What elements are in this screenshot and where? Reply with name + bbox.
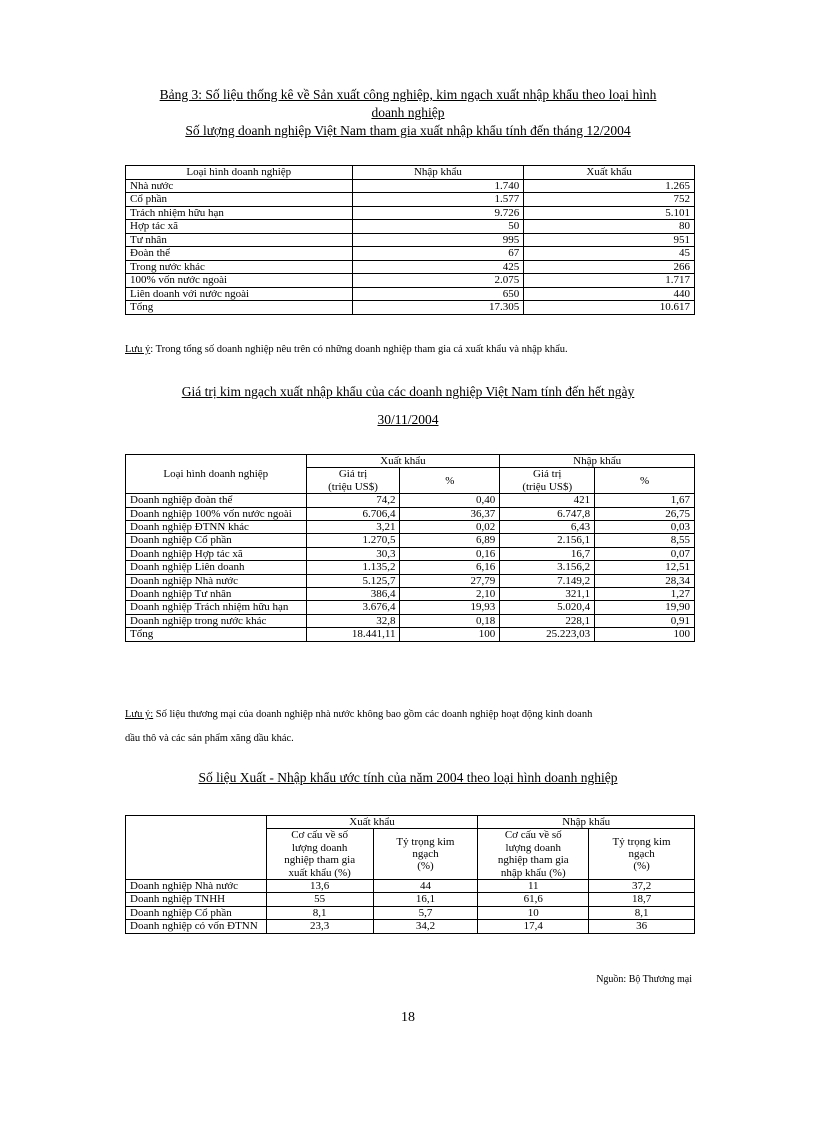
export-percent: 19,93	[400, 601, 500, 614]
row-label: Doanh nghiệp Hợp tác xã	[126, 547, 307, 560]
table-header-row	[126, 816, 695, 829]
enterprise-count-table	[125, 165, 695, 315]
note-label: Lưu ý:	[125, 709, 154, 720]
header-export-count: Cơ cấu về số lượng doanh nghiệp tham gia xuất khẩu (%)	[266, 829, 373, 880]
table-total-row	[126, 628, 695, 641]
import-value: 6,43	[500, 521, 595, 534]
estimate-2004-table	[125, 815, 695, 934]
page-number: 18	[401, 1010, 415, 1025]
row-label: Doanh nghiệp Liên doanh	[126, 561, 307, 574]
import-value: 67	[352, 247, 524, 261]
table1-note	[125, 344, 568, 355]
table-row	[126, 274, 695, 288]
source-note: Nguồn: Bộ Thương mại	[596, 974, 692, 985]
import-percent: 19,90	[595, 601, 695, 614]
header-export-value: Giá trị (triệu US$)	[306, 468, 400, 494]
export-value: 45	[524, 247, 695, 261]
table-row	[126, 574, 695, 587]
table-row	[126, 193, 695, 207]
note-label: Lưu ý	[125, 344, 151, 355]
export-value: 10.617	[524, 301, 695, 315]
row-label: 100% vốn nước ngoài	[126, 274, 353, 288]
header-import-share: Tỷ trọng kim ngạch (%)	[589, 829, 695, 880]
export-value: 951	[524, 233, 695, 247]
export-percent: 0,18	[400, 614, 500, 627]
export-value: 32,8	[306, 614, 400, 627]
row-label: Tổng	[126, 301, 353, 315]
header-empty	[126, 816, 267, 880]
export-percent: 0,02	[400, 521, 500, 534]
export-count: 55	[266, 893, 373, 906]
import-percent: 8,55	[595, 534, 695, 547]
import-percent: 0,07	[595, 547, 695, 560]
export-share: 16,1	[373, 893, 478, 906]
row-label: Nhà nước	[126, 179, 353, 193]
export-value: 752	[524, 193, 695, 207]
export-percent: 100	[400, 628, 500, 641]
row-label: Trong nước khác	[126, 260, 353, 274]
export-value: 6.706,4	[306, 507, 400, 520]
table-row	[126, 614, 695, 627]
import-share: 18,7	[589, 893, 695, 906]
header-enterprise-type: Loại hình doanh nghiệp	[126, 166, 353, 180]
table-row	[126, 893, 695, 906]
table-row	[126, 247, 695, 261]
import-value: 3.156,2	[500, 561, 595, 574]
header-import-count: Cơ cấu về số lượng doanh nghiệp tham gia nhập khẩu (%)	[478, 829, 589, 880]
import-share: 36	[589, 920, 695, 933]
import-value: 1.577	[352, 193, 524, 207]
table-row	[126, 920, 695, 933]
header-import-value: Giá trị (triệu US$)	[500, 468, 595, 494]
table-caption-line1: Bảng 3: Số liệu thống kê về Sản xuất công nghiệp, kim ngạch xuất nhập khẩu theo loại hình	[159, 87, 657, 102]
import-value: 1.740	[352, 179, 524, 193]
row-label: Doanh nghiệp Tư nhân	[126, 588, 307, 601]
export-value: 386,4	[306, 588, 400, 601]
table-row	[126, 494, 695, 507]
header-export-group: Xuất khẩu	[306, 455, 500, 468]
export-value: 1.265	[524, 179, 695, 193]
export-share: 34,2	[373, 920, 478, 933]
row-label: Doanh nghiệp Cổ phần	[126, 534, 307, 547]
table-row	[126, 547, 695, 560]
table-row	[126, 507, 695, 520]
import-value: 650	[352, 287, 524, 301]
export-value: 1.135,2	[306, 561, 400, 574]
export-value: 30,3	[306, 547, 400, 560]
export-percent: 6,89	[400, 534, 500, 547]
export-percent: 27,79	[400, 574, 500, 587]
table-row	[126, 588, 695, 601]
export-count: 23,3	[266, 920, 373, 933]
table2-title-line2: 30/11/2004	[377, 412, 439, 427]
import-value: 321,1	[500, 588, 595, 601]
header-export: Xuất khẩu	[524, 166, 695, 180]
table-row	[126, 521, 695, 534]
table-row	[126, 179, 695, 193]
export-value: 266	[524, 260, 695, 274]
import-value: 2.075	[352, 274, 524, 288]
table2-note-line1	[125, 709, 592, 720]
export-percent: 2,10	[400, 588, 500, 601]
export-value: 5.125,7	[306, 574, 400, 587]
header-export-group: Xuất khẩu	[266, 816, 478, 829]
row-label: Đoàn thể	[126, 247, 353, 261]
table-total-row	[126, 301, 695, 315]
row-label: Doanh nghiệp ĐTNN khác	[126, 521, 307, 534]
import-value: 425	[352, 260, 524, 274]
row-label: Doanh nghiệp trong nước khác	[126, 614, 307, 627]
table-row	[126, 260, 695, 274]
export-value: 3.676,4	[306, 601, 400, 614]
header-enterprise-type: Loại hình doanh nghiệp	[126, 455, 307, 494]
import-value: 16,7	[500, 547, 595, 560]
export-percent: 0,16	[400, 547, 500, 560]
row-label: Liên doanh với nước ngoài	[126, 287, 353, 301]
import-percent: 28,34	[595, 574, 695, 587]
row-label: Cổ phần	[126, 193, 353, 207]
row-label: Doanh nghiệp Trách nhiệm hữu hạn	[126, 601, 307, 614]
row-label: Hợp tác xã	[126, 220, 353, 234]
table-caption-line2: doanh nghiệp	[371, 105, 445, 120]
row-label: Doanh nghiệp Nhà nước	[126, 574, 307, 587]
import-value: 9.726	[352, 206, 524, 220]
export-count: 8,1	[266, 906, 373, 919]
import-value: 5.020,4	[500, 601, 595, 614]
table3-title: Số liệu Xuất - Nhập khẩu ước tính của năm 2004 theo loại hình doanh nghiệp	[198, 770, 618, 785]
import-value: 421	[500, 494, 595, 507]
table-row	[126, 233, 695, 247]
table-row	[126, 561, 695, 574]
table-row	[126, 880, 695, 893]
row-label: Doanh nghiệp Nhà nước	[126, 880, 267, 893]
export-percent: 36,37	[400, 507, 500, 520]
export-value: 5.101	[524, 206, 695, 220]
import-value: 2.156,1	[500, 534, 595, 547]
export-value: 1.717	[524, 274, 695, 288]
table2-title-line1: Giá trị kim ngạch xuất nhập khẩu của các doanh nghiệp Việt Nam tính đến hết ngày	[181, 384, 635, 399]
note-text: Số liệu thương mại của doanh nghiệp nhà nước không bao gồm các doanh nghiệp hoạt động kinh doanh	[153, 709, 593, 720]
header-import-group: Nhập khẩu	[500, 455, 695, 468]
import-percent: 12,51	[595, 561, 695, 574]
table1-title: Số lượng doanh nghiệp Việt Nam tham gia xuất nhập khẩu tính đến tháng 12/2004	[185, 123, 631, 138]
import-count: 11	[478, 880, 589, 893]
export-percent: 0,40	[400, 494, 500, 507]
export-count: 13,6	[266, 880, 373, 893]
export-share: 44	[373, 880, 478, 893]
import-value: 228,1	[500, 614, 595, 627]
trade-value-table	[125, 454, 695, 642]
import-value: 17.305	[352, 301, 524, 315]
import-share: 8,1	[589, 906, 695, 919]
export-value: 80	[524, 220, 695, 234]
header-import-group: Nhập khẩu	[478, 816, 695, 829]
note-text: : Trong tổng số doanh nghiệp nêu trên có những doanh nghiệp tham gia cả xuất khẩu và nhập khẩu.	[150, 344, 568, 355]
export-percent: 6,16	[400, 561, 500, 574]
table-row	[126, 206, 695, 220]
row-label: Doanh nghiệp 100% vốn nước ngoài	[126, 507, 307, 520]
import-percent: 0,03	[595, 521, 695, 534]
import-percent: 0,91	[595, 614, 695, 627]
import-percent: 1,27	[595, 588, 695, 601]
import-share: 37,2	[589, 880, 695, 893]
import-value: 7.149,2	[500, 574, 595, 587]
table-row	[126, 534, 695, 547]
import-value: 6.747,8	[500, 507, 595, 520]
table2-note-line2: dầu thô và các sản phẩm xăng dầu khác.	[125, 733, 294, 744]
table-row	[126, 601, 695, 614]
row-label: Doanh nghiệp đoàn thể	[126, 494, 307, 507]
export-value: 1.270,5	[306, 534, 400, 547]
table-row	[126, 287, 695, 301]
header-export-share: Tỷ trọng kim ngạch (%)	[373, 829, 478, 880]
export-share: 5,7	[373, 906, 478, 919]
export-value: 440	[524, 287, 695, 301]
table-row	[126, 220, 695, 234]
import-count: 61,6	[478, 893, 589, 906]
header-export-percent: %	[400, 468, 500, 494]
import-percent: 100	[595, 628, 695, 641]
import-count: 17,4	[478, 920, 589, 933]
export-value: 74,2	[306, 494, 400, 507]
row-label: Doanh nghiệp có vốn ĐTNN	[126, 920, 267, 933]
header-import: Nhập khẩu	[352, 166, 524, 180]
import-value: 25.223,03	[500, 628, 595, 641]
table-header-row	[126, 455, 695, 468]
row-label: Tư nhân	[126, 233, 353, 247]
table-header-row	[126, 166, 695, 180]
import-percent: 26,75	[595, 507, 695, 520]
import-count: 10	[478, 906, 589, 919]
table-row	[126, 906, 695, 919]
import-value: 50	[352, 220, 524, 234]
export-value: 18.441,11	[306, 628, 400, 641]
header-import-percent: %	[595, 468, 695, 494]
export-value: 3,21	[306, 521, 400, 534]
row-label: Tổng	[126, 628, 307, 641]
row-label: Doanh nghiệp TNHH	[126, 893, 267, 906]
row-label: Trách nhiệm hữu hạn	[126, 206, 353, 220]
row-label: Doanh nghiệp Cổ phần	[126, 906, 267, 919]
import-percent: 1,67	[595, 494, 695, 507]
import-value: 995	[352, 233, 524, 247]
